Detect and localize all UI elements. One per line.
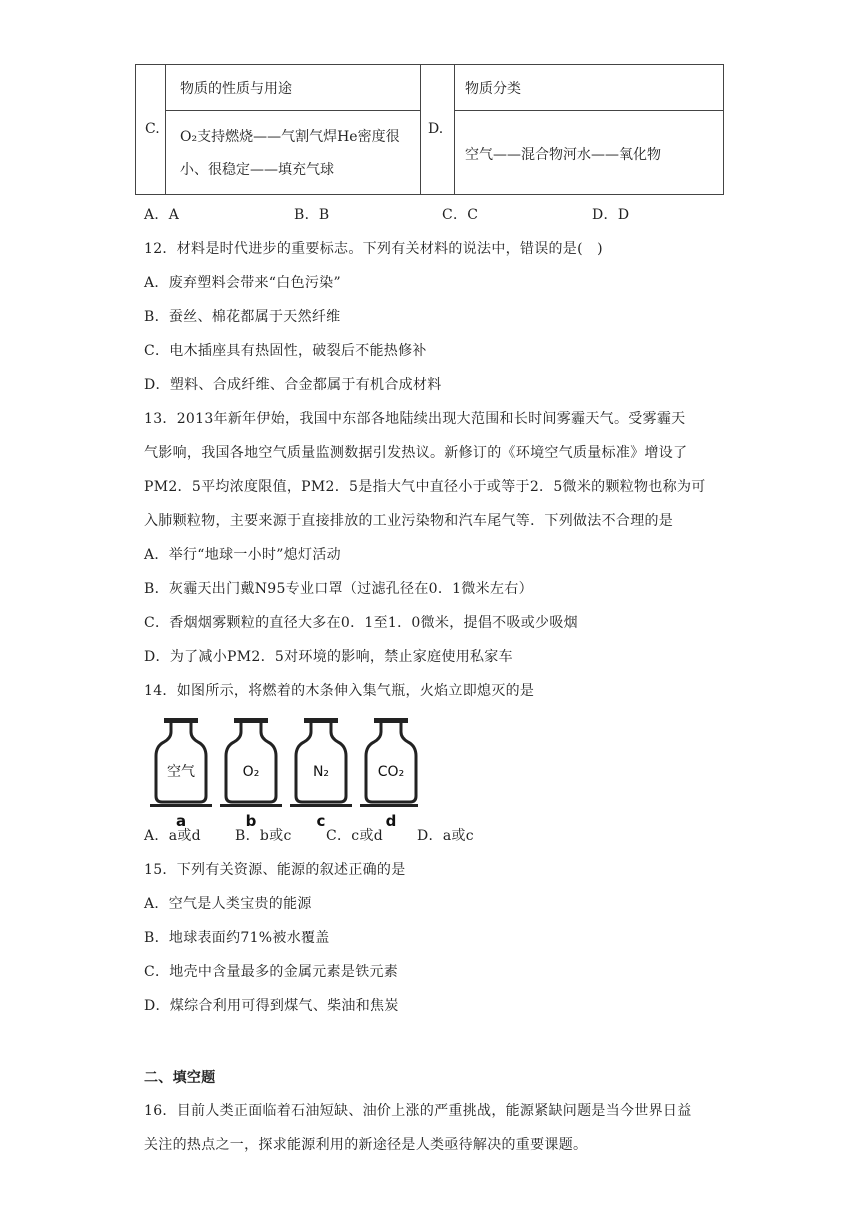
gas-bottles-figure [148, 716, 418, 838]
q14-option-a[interactable]: A．a或d [144, 828, 201, 844]
q11-option-b[interactable]: B．B [294, 207, 330, 223]
q13-stem-line2: 气影响，我国各地空气质量监测数据引发热议。新修订的《环境空气质量标准》增设了 [144, 445, 688, 461]
q11-option-d[interactable]: D．D [592, 207, 630, 223]
glass-plate [304, 718, 338, 723]
option-c-body-line2: 小、很稳定——填充气球 [180, 162, 334, 178]
bottle-letter: c [316, 812, 326, 830]
table-divider [454, 110, 724, 111]
option-c-body-line1: O₂支持燃烧——气割气焊He密度很 [180, 129, 400, 145]
q13-option-d[interactable]: D．为了减小PM2．5对环境的影响，禁止家庭使用私家车 [144, 649, 513, 665]
option-d-body: 空气——混合物河水——氧化物 [465, 147, 661, 163]
bottle-outline [226, 723, 276, 802]
q14-option-c[interactable]: C．c或d [326, 828, 384, 844]
q16-line2: 关注的热点之一，探求能源利用的新途径是人类亟待解决的重要课题。 [144, 1137, 588, 1153]
glass-plate [234, 718, 268, 723]
glass-plate [164, 718, 198, 723]
gas-label: N₂ [312, 764, 330, 780]
bottle-letter: d [385, 812, 397, 830]
gas-bottle [220, 718, 282, 830]
q12-option-a[interactable]: A．废弃塑料会带来“白色污染” [144, 275, 341, 291]
options-table [135, 64, 724, 195]
table-surface [220, 804, 282, 807]
bottle-letter: b [245, 812, 257, 830]
table-surface [150, 804, 212, 807]
q13-stem-line4: 入肺颗粒物，主要来源于直接排放的工业污染物和汽车尾气等．下列做法不合理的是 [144, 513, 674, 529]
q11-option-c[interactable]: C．C [442, 207, 479, 223]
glass-plate [374, 718, 408, 723]
section-title: 二、填空题 [144, 1070, 216, 1086]
q14-option-b[interactable]: B．b或c [235, 828, 292, 844]
bottle-letter: a [175, 812, 187, 830]
q14-stem: 14．如图所示，将燃着的木条伸入集气瓶，火焰立即熄灭的是 [144, 683, 535, 699]
option-d-header: 物质分类 [465, 81, 521, 97]
q13-stem-line3: PM2．5平均浓度限值，PM2．5是指大气中直径小于或等于2．5微米的颗粒物也称为可 [144, 479, 706, 495]
q13-stem-line1: 13．2013年新年伊始，我国中东部各地陆续出现大范围和长时间雾霾天气。受雾霾天 [144, 411, 686, 427]
gas-label: 空气 [167, 764, 195, 780]
option-c-header: 物质的性质与用途 [180, 81, 292, 97]
q12-option-b[interactable]: B．蚕丝、棉花都属于天然纤维 [144, 309, 341, 325]
option-d-label: D. [428, 121, 444, 137]
q13-option-c[interactable]: C．香烟烟雾颗粒的直径大多在0．1至1．0微米，提倡不吸或少吸烟 [144, 615, 578, 631]
gas-bottles-svg [148, 716, 418, 838]
q12-stem: 12．材料是时代进步的重要标志。下列有关材料的说法中，错误的是( ) [144, 241, 603, 257]
q14-option-d[interactable]: D．a或c [417, 828, 474, 844]
q13-option-a[interactable]: A．举行“地球一小时”熄灯活动 [144, 547, 341, 563]
table-divider [454, 65, 455, 194]
q15-option-a[interactable]: A．空气是人类宝贵的能源 [144, 896, 312, 912]
gas-label: CO₂ [377, 764, 405, 780]
q14-options [144, 825, 474, 845]
q16-line1: 16．目前人类正面临着石油短缺、油价上涨的严重挑战，能源紧缺问题是当今世界日益 [144, 1103, 692, 1119]
gas-label: O₂ [242, 764, 260, 780]
bottle-outline [366, 723, 416, 802]
q15-option-d[interactable]: D．煤综合利用可得到煤气、柴油和焦炭 [144, 998, 399, 1014]
table-divider [420, 65, 421, 194]
q11-option-a[interactable]: A．A [144, 207, 180, 223]
gas-bottle [360, 718, 418, 830]
q13-option-b[interactable]: B．灰霾天出门戴N95专业口罩（过滤孔径在0．1微米左右） [144, 581, 533, 597]
table-surface [360, 804, 418, 807]
gas-bottle [150, 718, 212, 830]
q12-option-c[interactable]: C．电木插座具有热固性，破裂后不能热修补 [144, 343, 427, 359]
q11-options [144, 204, 629, 224]
table-surface [290, 804, 352, 807]
q15-option-c[interactable]: C．地壳中含量最多的金属元素是铁元素 [144, 964, 399, 980]
q15-option-b[interactable]: B．地球表面约71%被水覆盖 [144, 930, 330, 946]
gas-bottle [290, 718, 352, 830]
table-divider [165, 65, 166, 194]
option-c-label: C. [145, 121, 160, 137]
q12-option-d[interactable]: D．塑料、合成纤维、合金都属于有机合成材料 [144, 377, 442, 393]
table-divider [165, 110, 420, 111]
bottle-outline [296, 723, 346, 802]
bottle-outline [156, 723, 206, 802]
q15-stem: 15．下列有关资源、能源的叙述正确的是 [144, 862, 406, 878]
